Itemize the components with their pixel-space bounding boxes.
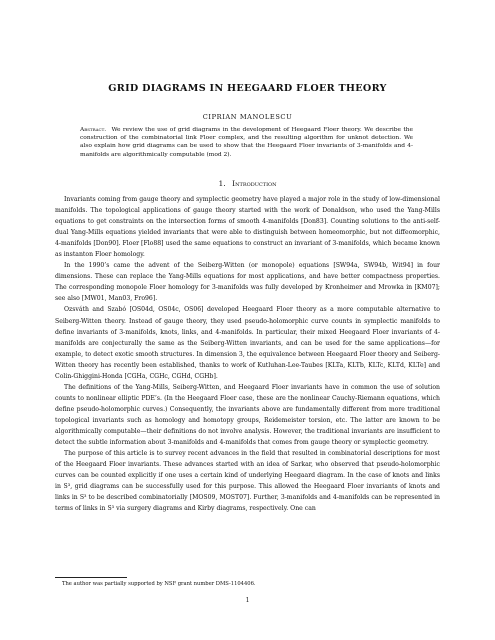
footnote-rule	[55, 577, 127, 578]
author-name: CIPRIAN MANOLESCU	[202, 113, 293, 121]
section-title: Introduction	[232, 179, 277, 188]
paragraph: Ozsváth and Szabó [OS04d, OS04c, OS06] developed Heegaard Floer theory as a more computable alternative to Seiberg-Witten theory. Instead of gauge theory, they used pseudo-holomorphic curve counts in symplectic manifolds to define invariants of 3-manifolds, knots, links, and 4-manifolds. In particular, their mixed Heegaard Floer invariants of 4-manifolds are conjecturally the same as the Seiberg-Witten invariants, and can be used for the same applications—for example, to detect exotic smooth structures. In dimension 3, the equivalence between Heegaard Floer theory and Seiberg-Witten theory has recently been established, thanks to work of Kutluhan-Lee-Taubes [KLTa, KLTb, KLTc, KLTd, KLTe] and Colin-Ghiggini-Honda [CGHa, CGHc, CGHd, CGHb].	[55, 306, 440, 380]
abstract	[80, 126, 413, 159]
section-number: 1.	[218, 179, 226, 188]
abstract-label: Abstract.	[80, 127, 107, 133]
paragraph: In the 1990’s came the advent of the Seiberg-Witten (or monopole) equations [SW94a, SW94b, Wit94] in four dimensions. These can replace the Yang-Mills equations for most applications, and have better compactness properties. The corresponding monopole Floer homology for 3-manifolds was fully developed by Kronheimer and Mrowka in [KM07]; see also [MW01, Man03, Fro96].	[55, 262, 440, 303]
body-text	[55, 194, 440, 514]
section-heading	[0, 179, 495, 188]
paragraph: The purpose of this article is to survey recent advances in the field that resulted in combinatorial descriptions for most of the Heegaard Floer invariants. These advances started with an idea of Sarkar, who observed that pseudo-holomorphic curves can be counted explicitly if one uses a certain kind of underlying Heegaard diagram. In the case of knots and links in S³, grid diagrams can be successfully used for this purpose. This allowed the Heegaard Floer invariants of knots and links in S³ to be described combinatorially [MOS09, MOST07]. Further, 3-manifolds and 4-manifolds can be represented in terms of links in S³ via surgery diagrams and Kirby diagrams, respectively. One can	[55, 450, 440, 513]
footnote: The author was partially supported by NSF grant number DMS-1104406.	[62, 581, 256, 587]
paragraph: The definitions of the Yang-Mills, Seiberg-Witten, and Heegaard Floer invariants have in common the use of solution counts to nonlinear elliptic PDE’s. (In the Heegaard Floer case, these are the nonlinear Cauchy-Riemann equations, which define pseudo-holomorphic curves.) Consequently, the invariants above are fundamentally different from more traditional topological invariants such as homology and homotopy groups, Reidemeister torsion, etc. The latter are known to be algorithmically computable—their definitions do not involve analysis. However, the traditional invariants are insufficient to detect the subtle information about 3-manifolds and 4-manifolds that comes from gauge theory or symplectic geometry.	[55, 383, 440, 447]
page-number: 1	[245, 597, 250, 604]
paragraph: Invariants coming from gauge theory and symplectic geometry have played a major role in the study of low-dimensional manifolds. The topological applications of gauge theory started with the work of Donaldson, who used the Yang-Mills equations to get constraints on the intersection forms of smooth 4-manifolds [Don83]. Counting solutions to the anti-self-dual Yang-Mills equations yielded invariants that were able to distinguish between homeomorphic, but not diffeomorphic, 4-manifolds [Don90]. Floer [Flo88] used the same equations to construct an invariant of 3-manifolds, which became known as instanton Floer homology.	[55, 196, 440, 259]
paper-title: GRID DIAGRAMS IN HEEGAARD FLOER THEORY	[108, 83, 387, 94]
abstract-text: We review the use of grid diagrams in the development of Heegaard Floer theory. We describe the construction of the combinatorial link Floer complex, and the resulting algorithm for unknot detection. We also explain how grid diagrams can be used to show that the Heegaard Floer invariants of 3-manifolds and 4-manifolds are algorithmically computable (mod 2).	[80, 127, 414, 158]
